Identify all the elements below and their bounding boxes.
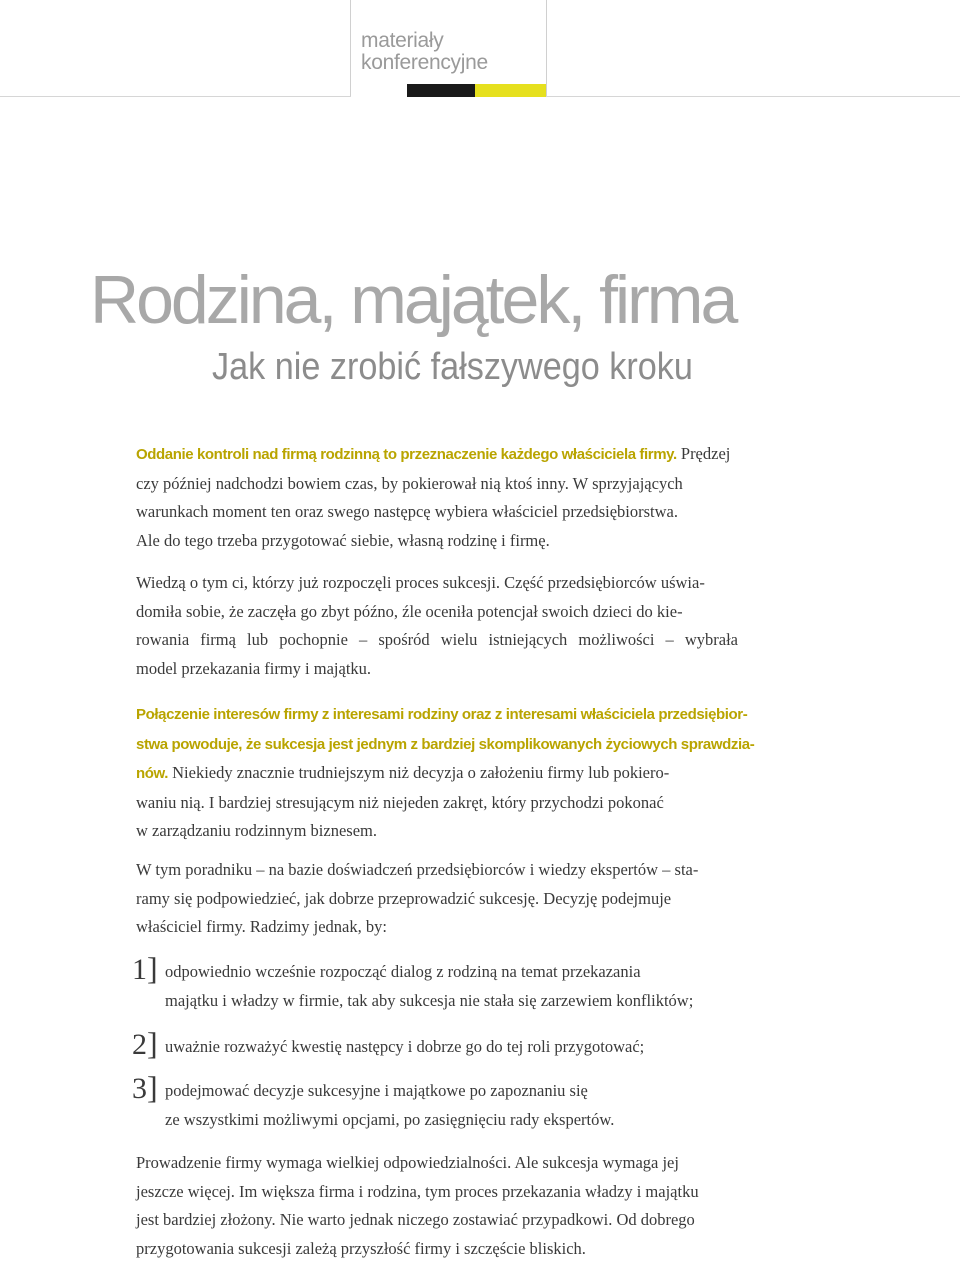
list-item-line: uważnie rozważyć kwestię następcy i dobrze go do tej roli przygotować; [165, 1032, 644, 1061]
closing-line: Prowadzenie firmy wymaga wielkiej odpowiedzialności. Ale sukcesja wymaga jej [136, 1149, 738, 1178]
intro-highlight: Oddanie kontroli nad firmą rodzinną to przeznaczenie każdego właściciela firmy. [136, 446, 677, 463]
paragraph-3-highlight: Połączenie interesów firmy z interesami rodziny oraz z interesami właściciela przedsiębior- [136, 706, 747, 723]
paragraph-3-line [136, 759, 738, 789]
paragraph-2-line: rowania firmą lub pochopnie – spośród wielu istniejących możliwości – wybrała [136, 626, 738, 655]
closing-line: jeszcze więcej. Im większa firma i rodzina, tym proces przekazania władzy i majątku [136, 1178, 738, 1207]
paragraph-3-highlight: nów. [136, 765, 168, 782]
intro-line: Ale do tego trzeba przygotować siebie, własną rodzinę i firmę. [136, 527, 738, 556]
paragraph-2-line: domiła sobie, że zaczęła go zbyt późno, źle oceniła potencjał swoich dzieci do kie- [136, 598, 738, 627]
paragraph-4-line: W tym poradniku – na bazie doświadczeń przedsiębiorców i wiedzy ekspertów – sta- [136, 856, 738, 885]
color-bar-yellow [475, 84, 546, 97]
list-item-text [165, 1032, 644, 1061]
paragraph-3-highlight: stwa powoduje, że sukcesja jest jednym z bardziej skomplikowanych życiowych sprawdzia- [136, 736, 754, 753]
paragraph-3-line: waniu nią. I bardziej stresującym niż niejeden zakręt, który przychodzi pokonać [136, 789, 738, 818]
color-bar-white [351, 84, 407, 97]
paragraph-3-highlight-line [136, 700, 738, 730]
page-subtitle: Jak nie zrobić fałszywego kroku [212, 343, 693, 391]
intro-line: czy później nadchodzi bowiem czas, by pokierował nią ktoś inny. W sprzyjających [136, 470, 738, 499]
paragraph-4-line: właściciel firmy. Radzimy jednak, by: [136, 913, 738, 942]
category-tab [350, 0, 547, 96]
list-item-number: 3] [132, 1070, 158, 1106]
intro-line-1-rest: Prędzej [677, 444, 731, 463]
list-item-line: odpowiednio wcześnie rozpocząć dialog z rodziną na temat przekazania [165, 957, 693, 986]
paragraph-3 [136, 700, 738, 846]
paragraph-4 [136, 856, 738, 942]
paragraph-4-line: ramy się podpowiedzieć, jak dobrze przeprowadzić sukcesję. Decyzję podejmuje [136, 885, 738, 914]
category-line-2: konferencyjne [361, 51, 488, 74]
category-label [361, 30, 541, 74]
closing-line: jest bardziej złożony. Nie warto jednak niczego zostawiać przypadkowi. Od dobrego [136, 1206, 738, 1235]
list-item-line: majątku i władzy w firmie, tak aby sukcesja nie stała się zarzewiem konfliktów; [165, 986, 693, 1015]
intro-line-1 [136, 440, 738, 470]
intro-line: warunkach moment ten oraz swego następcę wybiera właściciel przedsiębiorstwa. [136, 498, 738, 527]
paragraph-3-line: w zarządzaniu rodzinnym biznesem. [136, 817, 738, 846]
list-item-text [165, 957, 693, 1015]
list-item-number: 1] [132, 951, 158, 987]
list-item-text [165, 1076, 614, 1134]
paragraph-2 [136, 569, 738, 683]
list-item-line: ze wszystkimi możliwymi opcjami, po zasięgnięciu rady ekspertów. [165, 1105, 614, 1134]
list-item-line: podejmować decyzje sukcesyjne i majątkowe po zapoznaniu się [165, 1076, 614, 1105]
page-title: Rodzina, majątek, firma [90, 262, 735, 338]
paragraph-3-line-rest: Niekiedy znacznie trudniejszym niż decyzja o założeniu firmy lub pokiero- [168, 763, 669, 782]
intro-paragraph [136, 440, 738, 555]
paragraph-2-line: model przekazania firmy i majątku. [136, 655, 738, 684]
color-bar [351, 84, 546, 97]
list-item-number: 2] [132, 1026, 158, 1062]
closing-paragraph [136, 1149, 738, 1263]
category-line-1: materiały [361, 29, 444, 52]
paragraph-2-line: Wiedzą o tym ci, którzy już rozpoczęli proces sukcesji. Część przedsiębiorców uświa- [136, 569, 738, 598]
paragraph-3-highlight-line [136, 730, 738, 760]
closing-line: przygotowania sukcesji zależą przyszłość firmy i szczęście bliskich. [136, 1235, 738, 1263]
color-bar-black [407, 84, 475, 97]
